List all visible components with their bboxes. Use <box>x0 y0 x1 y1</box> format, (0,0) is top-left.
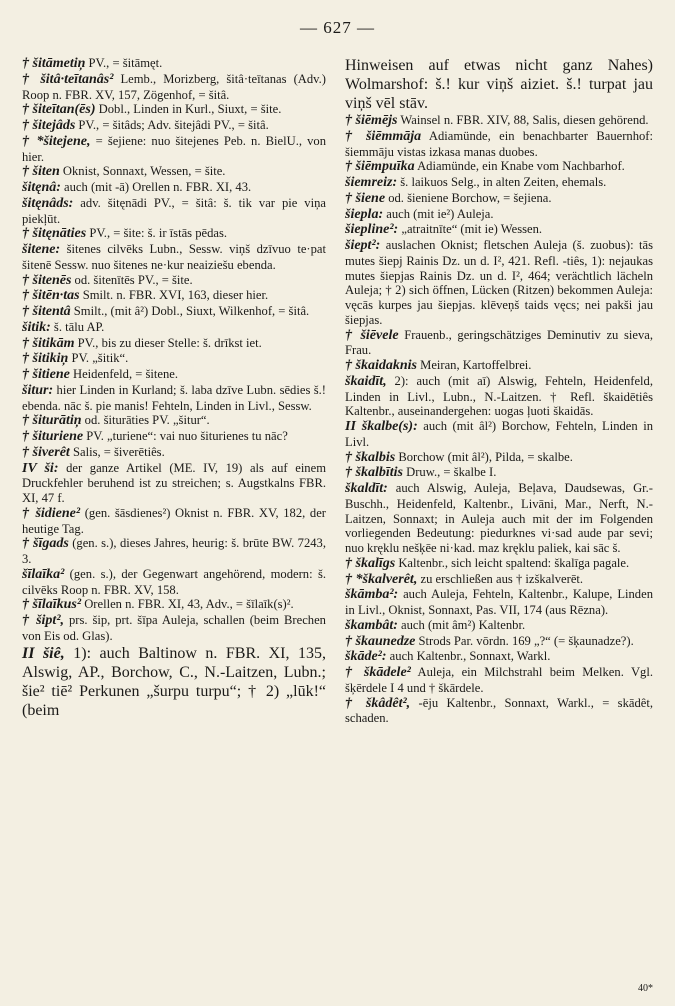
entry-text: Meiran, Kartoffelbrei. <box>416 358 532 372</box>
dictionary-entry <box>22 644 326 720</box>
entry-headword: II škalbe(s): <box>345 419 418 434</box>
entry-text: (gen. s.), der Gegenwart angehörend, modern: š. cilvēks Roop n. FBR. XV, 158. <box>22 566 326 597</box>
dictionary-entry <box>22 56 326 72</box>
dictionary-entry <box>22 134 326 165</box>
entry-headword: † šiteītan(ēs) <box>22 102 96 118</box>
entry-text: Borchow (mit âl²), Pilda, = skalbe. <box>395 449 573 464</box>
entry-headword: † šīgads <box>22 536 69 552</box>
dictionary-entry <box>22 164 326 180</box>
entry-headword: † šiēmējs <box>345 113 398 128</box>
entry-headword: † šitāmetiņ <box>22 56 86 71</box>
dictionary-entry <box>22 597 326 613</box>
entry-text: PV., = šite: š. ir īstās pēdas. <box>86 226 228 241</box>
entry-text: Oknist, Sonnaxt, Wessen, = šite. <box>59 164 226 179</box>
entry-headword: † šituriene <box>22 429 84 444</box>
entry-text: od. šiturāties PV. „šitur“. <box>81 413 210 428</box>
dictionary-entry <box>345 450 653 466</box>
dictionary-entry <box>345 481 653 556</box>
dictionary-entry <box>22 304 326 320</box>
entry-text: šitenes cilvēks Lubn., Sessw. viņš dzīvuo te·pat šitenē Sessw. nuo šitenes ne·kur neaiziešu ebenda. <box>22 242 326 272</box>
entry-headword: škāmba²: <box>345 587 399 603</box>
entry-headword: † šitęnāties <box>22 226 87 242</box>
entry-headword: † šiene <box>345 190 386 206</box>
entry-text: Strods Par. vōrdn. 169 „?“ (= šķaunadze?). <box>415 633 634 648</box>
dictionary-entry <box>345 358 653 374</box>
printer-signature: 40* <box>638 983 653 994</box>
dictionary-entry <box>345 419 653 450</box>
entry-text: PV., bis zu dieser Stelle: š. drīkst iet. <box>74 335 262 350</box>
entry-headword: † šiēmpuīka <box>345 159 415 175</box>
dictionary-entry <box>22 461 326 506</box>
dictionary-entry <box>345 238 653 328</box>
dictionary-entry <box>22 429 326 445</box>
dictionary-entry <box>345 665 653 696</box>
entry-text: prs. šip, prt. šīpa Auleja, schallen (beim Brechen von Eis od. Glas). <box>22 613 326 643</box>
entry-text: PV., = šitâds; Adv. šitejâdi PV., = šitâ. <box>75 118 269 132</box>
entry-headword: † škādele² <box>345 665 411 680</box>
dictionary-entry <box>345 696 653 727</box>
entry-text: auch Alswig, Auleja, Beļava, Daudsewas, Gr.-Buschh., Heidenfeld, Kaltenbr., Livāni, Mar., Nerft, N.-Laitzen, Sonnaxt; in Auleja auch mit der im Folgenden vorliegenden Bedeutung: piedurknes vi·sad aude par sevi; nuo kręklu nešķēe ni·kad. maz kręklu paliek, kai sāc š. <box>345 481 653 555</box>
entry-headword: † šiten <box>22 164 60 180</box>
dictionary-entry <box>22 226 326 242</box>
entry-text: 1): auch Baltinow n. FBR. XI, 135, Alswig, AP., Borchow, C., N.-Laitzen, Lubn.; šie² tiē² Perkunen „šurpu turpu“; † 2) „lūk!“ (beim <box>22 644 326 719</box>
entry-text: auch Auleja, Fehteln, Kaltenbr., Kalupe, Linden in Livl., Oknist, Sonnaxt, Pas. VII, 174 (aus Rēzna). <box>345 587 653 617</box>
dictionary-entry <box>22 613 326 644</box>
entry-text: hier Linden in Kurland; š. laba dzīve Lubn. sēdies š.! ebenda. nāc š. pie manis! Fehteln, Linden in Livl., Sessw. <box>22 382 326 413</box>
dictionary-entry <box>22 118 326 134</box>
entry-text: Adiamünde, ein Knabe vom Nachbarhof. <box>414 159 625 174</box>
dictionary-entry <box>22 351 326 367</box>
dictionary-entry <box>22 320 326 336</box>
dictionary-entry <box>345 649 653 665</box>
entry-text: -ēju Kaltenbr., Sonnaxt, Warkl., = skādêt, schaden. <box>345 695 653 726</box>
dictionary-entry <box>22 196 326 227</box>
entry-text: auch Kaltenbr., Sonnaxt, Warkl. <box>386 649 551 664</box>
entry-text: š. laikuos Selg., in alten Zeiten, ehemals. <box>397 175 607 189</box>
dictionary-entry <box>345 328 653 359</box>
entry-headword: šitęnâds: <box>22 195 74 211</box>
entry-headword: † škalīgs <box>345 555 396 571</box>
entry-headword: šiemreiz: <box>345 175 398 190</box>
entry-text: = šejiene: nuo šitejenes Peb. n. BielU., von hier. <box>22 133 326 164</box>
dictionary-entry <box>22 336 326 352</box>
entry-text: „atraitnīte“ (mit ie) Wessen. <box>398 222 543 237</box>
entry-headword: šiepla: <box>345 206 384 222</box>
entry-text: Kaltenbr., sich leicht spaltend: škalīga pagale. <box>395 555 630 570</box>
dictionary-entry <box>22 102 326 118</box>
entry-headword: šitik: <box>22 319 51 335</box>
dictionary-entry <box>22 367 326 383</box>
entry-headword: † šīlaīkus² <box>22 597 82 613</box>
entry-headword: † škalbis <box>345 449 396 465</box>
entry-headword: † šitiene <box>22 367 70 382</box>
entry-text: Druw., = škalbe I. <box>402 465 497 480</box>
entry-text: auch (mit âl²) Borchow, Fehteln, Linden in Livl. <box>345 419 654 449</box>
entry-headword: † šitejâds <box>22 118 76 133</box>
dictionary-entry <box>345 556 653 572</box>
dictionary-entry <box>22 536 326 567</box>
dictionary-entry <box>345 572 653 588</box>
entry-headword: šiept²: <box>345 238 381 253</box>
entry-headword: šitur: <box>22 382 54 398</box>
dictionary-entry <box>345 618 653 634</box>
entry-text: PV., = šitāmęt. <box>85 56 163 70</box>
entry-text: (gen. šāsdienes²) Oknist n. FBR. XV, 182, der heutige Tag. <box>22 505 327 536</box>
entry-text: Frauenb., geringschätziges Deminutiv zu sieva, Frau. <box>345 327 653 358</box>
dictionary-entry <box>345 634 653 650</box>
entry-headword: šitęnâ: <box>22 180 61 195</box>
entry-headword: † šiverêt <box>22 444 70 460</box>
entry-text: Smilt. n. FBR. XVI, 163, dieser hier. <box>79 288 269 303</box>
entry-headword: † šiturātiņ <box>22 413 82 429</box>
entry-text: PV. „šitik“. <box>68 351 129 366</box>
entry-text: Auleja, ein Milchstrahl beim Melken. Vgl. šķērdele I 4 und † škārdele. <box>345 665 653 695</box>
entry-text: š. tālu AP. <box>50 319 105 334</box>
page-number: — 627 — <box>300 18 375 37</box>
dictionary-entry <box>22 72 326 103</box>
entry-headword: † šidiene² <box>22 505 81 521</box>
entry-headword: † šiēvele <box>345 327 399 343</box>
entry-text: od. šitenītēs PV., = šite. <box>71 272 193 287</box>
entry-headword: † šiēmmāja <box>345 128 422 144</box>
dictionary-entry <box>345 207 653 223</box>
right-column <box>345 56 653 726</box>
dictionary-entry <box>345 175 653 191</box>
entry-text: (gen. s.), dieses Jahres, heurig: š. brūte BW. 7243, 3. <box>22 536 326 566</box>
dictionary-entry <box>22 242 326 273</box>
entry-headword: † škalbītis <box>345 465 403 481</box>
dictionary-entry <box>345 222 653 238</box>
dictionary-entry <box>345 129 653 160</box>
left-column <box>22 56 326 720</box>
dictionary-entry <box>345 191 653 207</box>
entry-headword: † škâdêt², <box>345 695 411 711</box>
entry-text: der ganze Artikel (ME. IV, 19) als auf einem Druckfehler beruhend ist zu streichen; s. Augstkalns FBR. XI, 47 f. <box>22 460 326 505</box>
entry-text: Adiamünde, ein benachbarter Bauernhof: šiemmāju vistas izkasa manas duobes. <box>345 128 653 159</box>
dictionary-entry <box>22 567 326 598</box>
dictionary-entry <box>345 465 653 481</box>
entry-text: Orellen n. FBR. XI, 43, Adv., = šīlaīk(s)². <box>81 597 294 612</box>
entry-text: auch (mit -ā) Orellen n. FBR. XI, 43. <box>60 180 252 194</box>
entry-text: zu erschließen aus † izškalverēt. <box>417 571 584 586</box>
entry-text: 2): auch (mit aī) Alswig, Fehteln, Heidenfeld, Linden in Livl., Lubn., N.-Laitzen. † Refl. škaidētiês Kaltenbr., auseinandergehen: uogas ļuoti škaidās. <box>345 373 653 419</box>
entry-headword: škāde²: <box>345 649 387 665</box>
entry-headword: škaidīt, <box>345 373 387 389</box>
entry-headword: † *škalverêt, <box>345 571 418 587</box>
dictionary-entry <box>22 288 326 304</box>
entry-headword: † šitentâ <box>22 304 71 319</box>
entry-headword: IV ši: <box>22 460 59 476</box>
entry-text: PV. „turiene“: vai nuo šiturienes tu nāc? <box>83 429 288 443</box>
entry-headword: šīlaīka² <box>22 566 65 582</box>
entry-headword: škaldīt: <box>345 481 388 496</box>
dictionary-entry <box>22 445 326 461</box>
dictionary-entry <box>22 506 326 537</box>
entry-text: adv. šitęnādi PV., = šitâ: š. tik var pie viņa piekļūt. <box>22 195 326 226</box>
dictionary-entry <box>345 587 653 618</box>
entry-headword: † šipt², <box>22 613 65 628</box>
dictionary-entry <box>22 413 326 429</box>
entry-headword: škambât: <box>345 617 398 633</box>
entry-headword: šiepline²: <box>345 222 399 238</box>
entry-text: Lemb., Morizberg, šitâ·teītanas (Adv.) Roop n. FBR. XV, 157, Zögenhof, = šitâ. <box>22 71 326 102</box>
entry-headword: † šitēn·tas <box>22 288 80 304</box>
entry-text: Dobl., Linden in Kurl., Siuxt, = šite. <box>95 102 282 117</box>
entry-text: auch (mit âm²) Kaltenbr. <box>397 617 526 632</box>
entry-headword: † šitikām <box>22 335 75 351</box>
entry-text: Wainsel n. FBR. XIV, 88, Salis, diesen gehörend. <box>397 113 649 127</box>
dictionary-entry <box>345 113 653 129</box>
dictionary-entry <box>345 56 653 113</box>
entry-headword: † škaidaknis <box>345 358 417 373</box>
entry-text: od. šieniene Borchow, = šejiena. <box>385 190 552 205</box>
entry-text: auslachen Oknist; fletschen Auleja (š. zuobus): tās mutes šiepj Rainis Dz. un d. I², 421. Refl. -tiês, 1): nejaukas mutes šiepjas Rainis Dz. un d. I², 464; verächtlich lächeln Auleja; † 2) sich öffnen, Lücken (Ritzen) bekommen Auleja: vęcās kurpes jau šiepjas. klēveņš taids vęcs; nei pakši jau šiepjas. <box>345 238 653 327</box>
dictionary-entry <box>345 159 653 175</box>
entry-headword: † šitikiņ <box>22 351 69 367</box>
entry-headword: † *šitejene, <box>22 133 91 149</box>
entry-text: auch (mit ie²) Auleja. <box>383 206 494 221</box>
entry-headword: šitene: <box>22 242 61 257</box>
dictionary-entry <box>22 180 326 196</box>
entry-headword: II šiê, <box>22 644 65 662</box>
entry-text: Hinweisen auf etwas nicht ganz Nahes) Wolmarshof: š.! kur viņš aiziet. š.! turpat jau viņš vēl stāv. <box>345 57 653 112</box>
entry-text: Salis, = šiverētiês. <box>69 444 165 459</box>
dictionary-entry <box>22 273 326 289</box>
entry-text: Heidenfeld, = šitene. <box>69 367 179 381</box>
entry-headword: † škaunedze <box>345 633 416 649</box>
dictionary-entry <box>22 383 326 414</box>
entry-headword: † šitâ·teītanâs² <box>22 71 114 87</box>
dictionary-entry <box>345 374 653 419</box>
entry-headword: † šitenēs <box>22 272 72 288</box>
entry-text: Smilt., (mit â²) Dobl., Siuxt, Wilkenhof, = šitâ. <box>70 304 310 318</box>
